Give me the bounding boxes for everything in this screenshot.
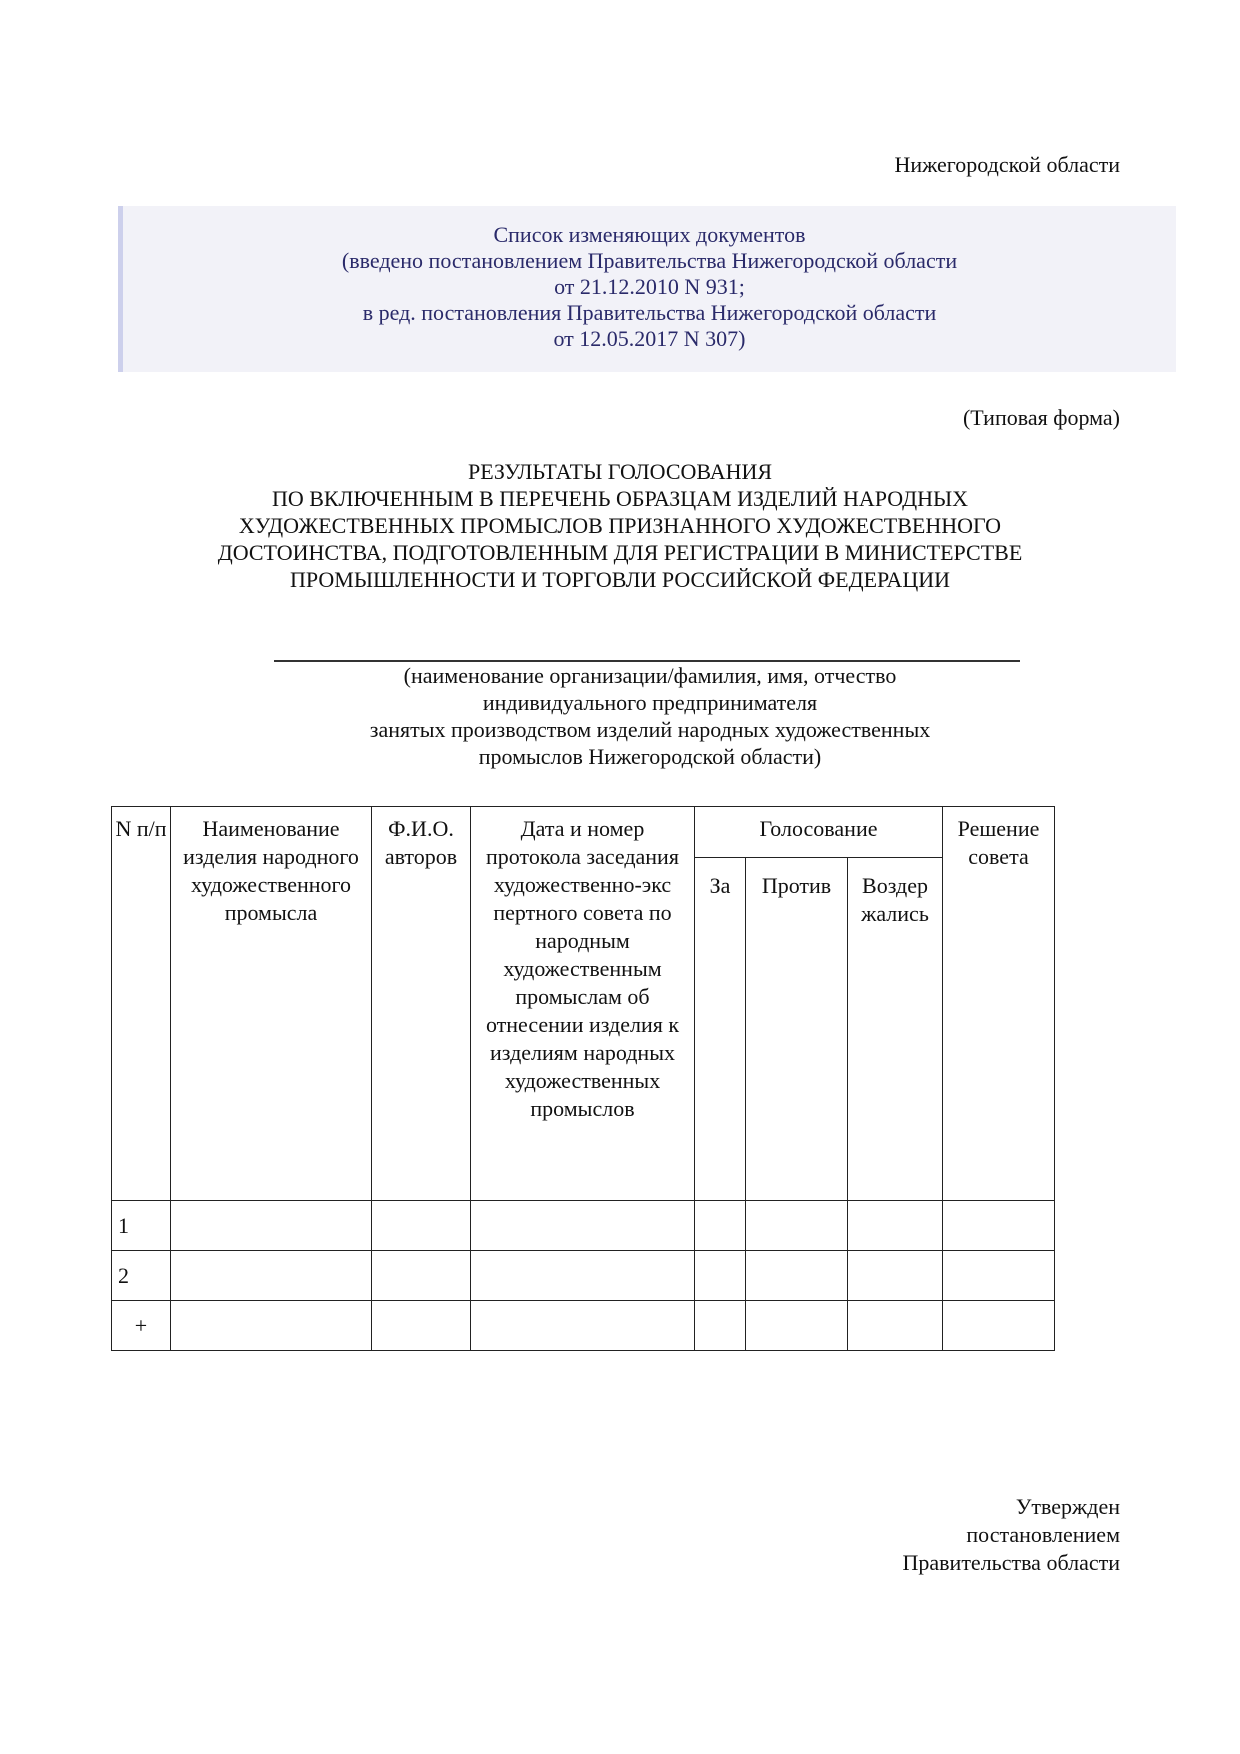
header-vote-for: За xyxy=(695,858,746,1201)
organization-caption xyxy=(200,662,1100,770)
cell-vote-abstain[interactable] xyxy=(848,1251,943,1301)
title-line: ДОСТОИНСТВА, ПОДГОТОВЛЕННЫМ ДЛЯ РЕГИСТРАЦИИ В МИНИСТЕРСТВЕ xyxy=(217,540,1023,565)
cell-vote-against[interactable] xyxy=(746,1301,848,1351)
cell-vote-for[interactable] xyxy=(695,1201,746,1251)
header-vote-against: Против xyxy=(746,858,848,1201)
row-number: 2 xyxy=(112,1251,171,1301)
header-num: N п/п xyxy=(112,807,171,1201)
cell-authors[interactable] xyxy=(372,1201,471,1251)
cell-vote-against[interactable] xyxy=(746,1201,848,1251)
cell-protocol[interactable] xyxy=(471,1201,695,1251)
table-row xyxy=(112,1301,1055,1351)
cell-vote-abstain[interactable] xyxy=(848,1201,943,1251)
cell-item-name[interactable] xyxy=(171,1201,372,1251)
header-protocol: Дата и номер протокола заседания художественно-экс пертного совета по народным художественным промыслам об отнесении изделия к изделиям народных художественных промыслов xyxy=(471,807,695,1201)
header-authors: Ф.И.О. авторов xyxy=(372,807,471,1201)
header-item-name: Наименование изделия народного художественного промысла xyxy=(171,807,372,1201)
header-decision: Решение совета xyxy=(943,807,1055,1201)
caption-line: индивидуального предпринимателя xyxy=(482,690,818,715)
cell-protocol[interactable] xyxy=(471,1251,695,1301)
cell-vote-for[interactable] xyxy=(695,1301,746,1351)
table-row xyxy=(112,1251,1055,1301)
document-title xyxy=(120,458,1120,593)
cell-vote-against[interactable] xyxy=(746,1251,848,1301)
footer-line: постановлением xyxy=(966,1522,1120,1547)
change-documents-box xyxy=(118,206,1176,372)
cell-authors[interactable] xyxy=(372,1301,471,1351)
changes-line: от 12.05.2017 N 307) xyxy=(553,326,746,351)
changes-line: в ред. постановления Правительства Нижегородской области xyxy=(362,300,937,325)
row-number: 1 xyxy=(112,1201,171,1251)
header-voting: Голосование xyxy=(695,807,943,858)
footer-line: Правительства области xyxy=(902,1550,1120,1575)
cell-decision[interactable] xyxy=(943,1201,1055,1251)
cell-item-name[interactable] xyxy=(171,1251,372,1301)
cell-vote-abstain[interactable] xyxy=(848,1301,943,1351)
title-line: ПО ВКЛЮЧЕННЫМ В ПЕРЕЧЕНЬ ОБРАЗЦАМ ИЗДЕЛИЙ НАРОДНЫХ xyxy=(271,486,969,511)
title-line: РЕЗУЛЬТАТЫ ГОЛОСОВАНИЯ xyxy=(467,459,773,484)
caption-line: занятых производством изделий народных художественных xyxy=(369,717,931,742)
add-row-marker: + xyxy=(112,1301,171,1351)
cell-decision[interactable] xyxy=(943,1251,1055,1301)
form-type-label: (Типовая форма) xyxy=(962,405,1120,430)
title-line: ХУДОЖЕСТВЕННЫХ ПРОМЫСЛОВ ПРИЗНАННОГО ХУДОЖЕСТВЕННОГО xyxy=(238,513,1002,538)
cell-authors[interactable] xyxy=(372,1251,471,1301)
header-vote-abstain: Воздер жались xyxy=(848,858,943,1201)
caption-line: (наименование организации/фамилия, имя, отчество xyxy=(403,663,897,688)
changes-line: (введено постановлением Правительства Нижегородской области xyxy=(341,248,958,273)
caption-line: промыслов Нижегородской области) xyxy=(478,744,822,769)
title-line: ПРОМЫШЛЕННОСТИ И ТОРГОВЛИ РОССИЙСКОЙ ФЕДЕРАЦИИ xyxy=(290,567,950,592)
cell-protocol[interactable] xyxy=(471,1301,695,1351)
approval-footer xyxy=(903,1493,1121,1577)
region-header: Нижегородской области xyxy=(894,152,1120,177)
changes-line: от 21.12.2010 N 931; xyxy=(554,274,745,299)
voting-results-table xyxy=(111,806,1055,1351)
cell-item-name[interactable] xyxy=(171,1301,372,1351)
footer-line: Утвержден xyxy=(1015,1494,1120,1519)
cell-vote-for[interactable] xyxy=(695,1251,746,1301)
table-row xyxy=(112,1201,1055,1251)
changes-line: Список изменяющих документов xyxy=(493,222,806,247)
cell-decision[interactable] xyxy=(943,1301,1055,1351)
